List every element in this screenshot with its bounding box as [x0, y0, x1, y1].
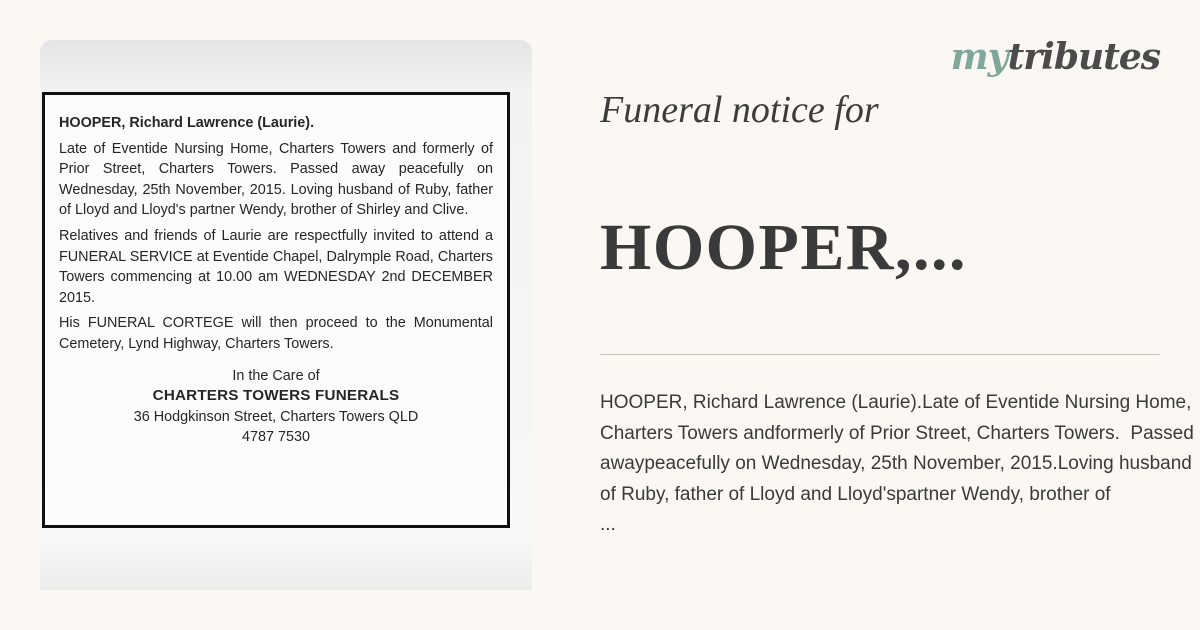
notice-name: HOOPER, Richard Lawrence (Laurie). — [59, 115, 315, 131]
notice-paragraph-2: Relatives and friends of Laurie are respectfully invited to attend a FUNERAL SERVICE at Eventide Chapel, Dalrymple Road, Charters Towers commencing at 10.00 am WEDNESDAY 2nd DECEMBER 2015. — [59, 227, 493, 306]
brand-logo-part-tributes: tributes — [1007, 36, 1160, 78]
deceased-name-headline: HOOPER,... — [600, 211, 968, 284]
notice-care-company: CHARTERS TOWERS FUNERALS — [152, 387, 400, 405]
brand-logo[interactable] — [951, 36, 1160, 78]
notice-first-paragraph — [59, 113, 493, 134]
notice-care-address: 36 Hodgkinson Street, Charters Towers QLD — [133, 408, 419, 425]
notice-paragraph-1: Late of Eventide Nursing Home, Charters Towers and formerly of Prior Street, Charters Towers. Passed away peacefully on Wednesday, 25th November, 2015. Loving husband of Ruby, father of Lloyd and Lloyd's partner Wendy, brother of Shirley and Clive. — [59, 140, 493, 219]
notice-excerpt — [600, 388, 1200, 541]
notice-excerpt-text: HOOPER, Richard Lawrence (Laurie).Late of Eventide Nursing Home, Charters Towers andformerly of Prior Street, Charters Towers. Passed awaypeacefully on Wednesday, 25th November, 2015.Loving husband of Ruby, father of Lloyd and Lloyd'spartner Wendy, brother of — [600, 392, 1200, 505]
notice-excerpt-ellipsis: ... — [600, 514, 616, 535]
brand-logo-part-my: my — [950, 36, 1008, 78]
notice-care-line: In the Care of — [232, 367, 320, 384]
notice-care-phone: 4787 7530 — [241, 429, 311, 446]
notice-paragraph-3: His FUNERAL CORTEGE will then proceed to the Monumental Cemetery, Lynd Highway, Charters Towers. — [59, 315, 493, 352]
notice-box — [42, 92, 510, 528]
divider — [600, 354, 1160, 355]
notice-care-block — [59, 366, 493, 448]
page-subtitle: Funeral notice for — [600, 89, 879, 131]
notice-image — [40, 40, 532, 590]
